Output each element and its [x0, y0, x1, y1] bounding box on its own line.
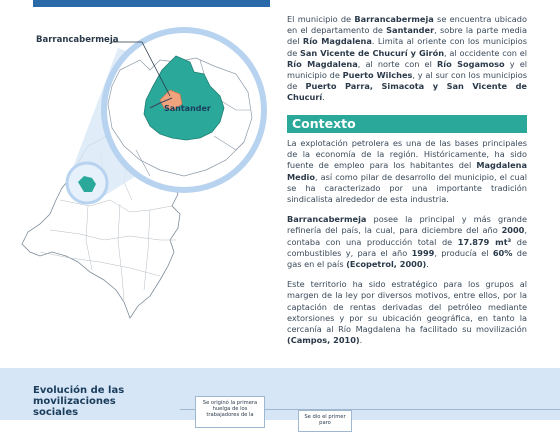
- context-paragraph-3: Este territorio ha sido estratégico para los grupos al margen de la ley por diversos motivos, entre ellos, por la captación de rentas derivadas del petróleo mediante extorsiones y por su ubicación geográfica, en tanto la cercanía al Río Magdalena ha facilitado su movilización (Campos, 2010).: [287, 279, 527, 346]
- context-heading: Contexto: [292, 116, 356, 131]
- context-paragraph-2: Barrancabermeja posee la principal y más grande refinería del país, la cual, para diciembre del año 2000, contaba con una producción total de 17.879 mt³ de combustibles y, para el año 1999, producía el 60% de gas en el país (Ecopetrol, 2000).: [287, 214, 527, 270]
- timeline-card-2: [298, 410, 352, 432]
- context-heading-bar: [287, 115, 527, 133]
- timeline-card-2-text: Se dio el primer paro: [304, 414, 346, 427]
- intro-paragraph: El municipio de Barrancabermeja se encuentra ubicado en el departamento de Santander, sobre la parte media del Río Magdalena. Limita al oriente con los municipios de San Vicente de Chucurí y Girón, al occidente con el Río Magdalena, al norte con el Río Sogamoso y el municipio de Puerto Wilches, y al sur con los municipios de Puerto Parra, Simacota y San Vicente de Chucurí.: [287, 14, 528, 103]
- map-label-department: Santander: [164, 104, 211, 113]
- context-body: [287, 138, 527, 355]
- map-graphic: [0, 0, 280, 360]
- location-map: [0, 0, 280, 360]
- map-label-city: Barrancabermeja: [36, 35, 119, 45]
- timeline-card-1-text: Se originó la primera huelga de los trabajadores de la: [202, 400, 258, 419]
- evolution-title: Evolución de las movilizaciones sociales: [33, 385, 125, 418]
- context-paragraph-1: La explotación petrolera es una de las bases principales de la economía de la región. Históricamente, ha sido fuente de empleo para los habitantes del Magdalena Medio, así como pilar de desarrollo del municipio, el cual se ha caracterizado por una importante tradición sindicalista alrededor de esta industria.: [287, 138, 527, 205]
- timeline-card-1: [195, 396, 265, 428]
